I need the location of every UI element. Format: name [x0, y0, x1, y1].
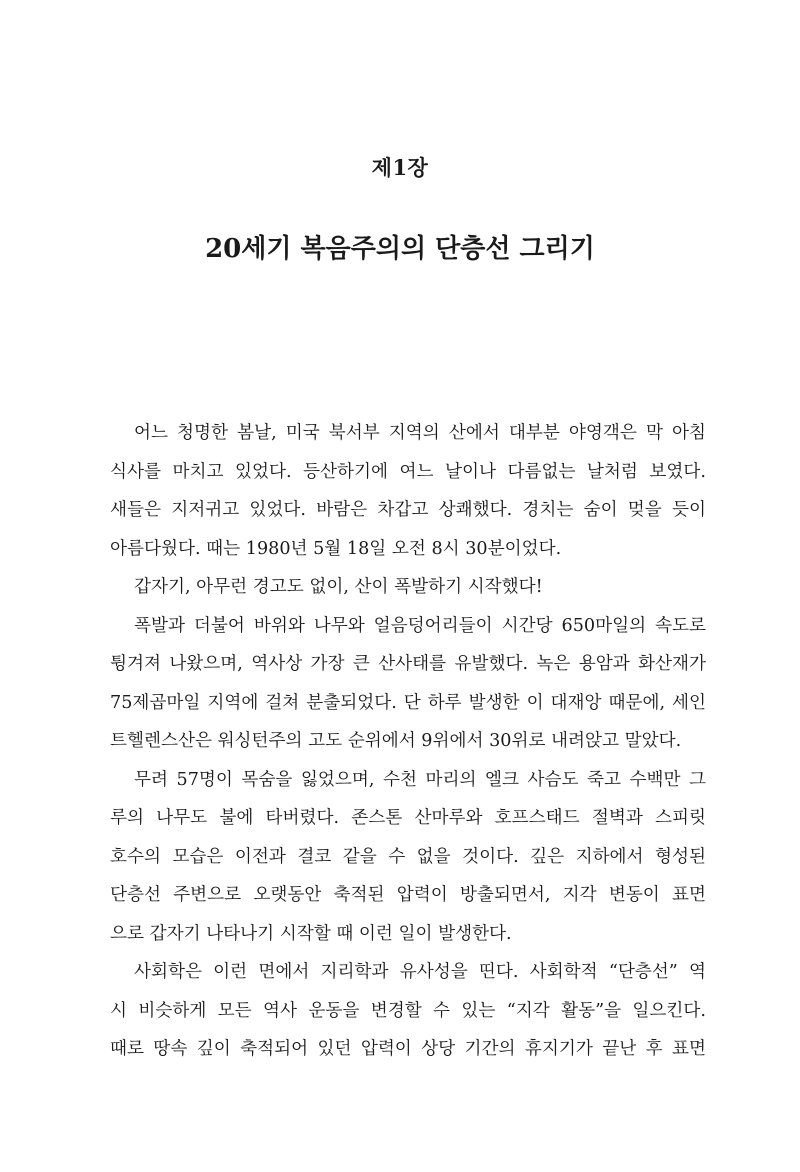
text-line: 식사를 마치고 있었다. 등산하기에 여느 날이나 다름없는 날처럼 보였다. [110, 461, 706, 482]
paragraph [110, 607, 706, 761]
text-line: 어느 청명한 봄날, 미국 북서부 지역의 산에서 대부분 야영객은 막 아침 [134, 423, 706, 443]
text-line: 무려 57명이 목숨을 잃었으며, 수천 마리의 엘크 사슴도 죽고 수백만 그 [134, 769, 706, 790]
text-line: 트헬렌스산은 워싱턴주의 고도 순위에서 9위에서 30위로 내려앉고 말았다. [110, 731, 682, 751]
text-line: 때로 땅속 깊이 축적되어 있던 압력이 상당 기간의 휴지기가 끝난 후 표면 [110, 1039, 706, 1059]
paragraph [110, 953, 706, 1069]
text-line: 시 비슷하게 모든 역사 운동을 변경할 수 있는 “지각 활동”을 일으킨다. [110, 1000, 706, 1021]
text-line: 새들은 지저귀고 있었다. 바람은 차갑고 상쾌했다. 경치는 숨이 멎을 듯이 [110, 500, 706, 520]
text-line: 75제곱마일 지역에 걸쳐 분출되었다. 단 하루 발생한 이 대재앙 때문에, 세인 [110, 692, 706, 713]
text-line: 튕겨져 나왔으며, 역사상 가장 큰 산사태를 유발했다. 녹은 용암과 화산재가 [110, 654, 706, 674]
text-line: 단층선 주변으로 오랫동안 축적된 압력이 방출되면서, 지각 변동이 표면 [110, 885, 706, 905]
paragraph [110, 761, 706, 954]
text-line: 갑자기, 아무런 경고도 없이, 산이 폭발하기 시작했다! [134, 577, 543, 597]
paragraph [110, 568, 706, 607]
body-text [110, 414, 706, 1069]
text-line: 루의 나무도 불에 타버렸다. 존스톤 산마루와 호프스태드 절벽과 스피릿 [110, 808, 706, 828]
text-line: 아름다웠다. 때는 1980년 5월 18일 오전 8시 30분이었다. [110, 538, 562, 559]
text-line: 호수의 모습은 이전과 결코 같을 수 없을 것이다. 깊은 지하에서 형성된 [110, 846, 706, 867]
text-line: 사회학은 이런 면에서 지리학과 유사성을 띤다. 사회학적 “단층선” 역 [134, 962, 706, 982]
text-line: 으로 갑자기 나타나기 시작할 때 이런 일이 발생한다. [110, 923, 512, 944]
text-line: 폭발과 더불어 바위와 나무와 얼음덩어리들이 시간당 650마일의 속도로 [134, 615, 706, 636]
paragraph [110, 414, 706, 568]
chapter-label: 제1장 [371, 155, 429, 180]
chapter-title: 20세기 복음주의의 단층선 그리기 [205, 234, 595, 264]
